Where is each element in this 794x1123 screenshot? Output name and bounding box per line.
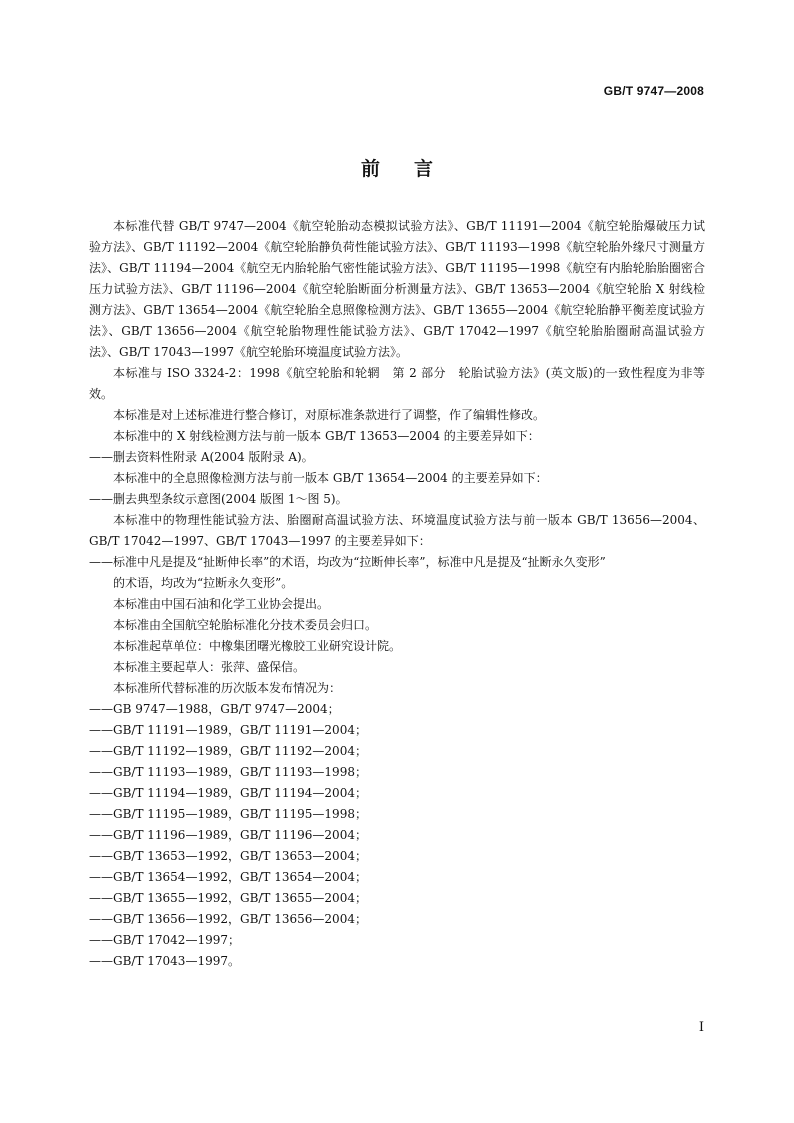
history-item: ——GB/T 13656—1992，GB/T 13656—2004； <box>89 912 367 926</box>
history-item: ——GB/T 11196—1989，GB/T 11196—2004； <box>89 828 367 842</box>
paragraph-replaced-standards: 本标准代替 GB/T 9747—2004《航空轮胎动态模拟试验方法》、GB/T 11191—2004《航空轮胎爆破压力试验方法》、GB/T 11192—2004《航空轮胎静负荷性能试验方法》、GB/T 11193—1998《航空轮胎外缘尺寸测量方法》、GB/T 11194—2004《航空无内胎轮胎气密性能试验方法》、GB/T 11195—1998《航空有内胎轮胎胎圈密合压力试验方法》、GB/T 11196—2004《航空轮胎断面分析测量方法》、GB/T 13653—2004《航空轮胎 X 射线检测方法》、GB/T 13654—2004《航空轮胎全息照像检测方法》、GB/T 13655—2004《航空轮胎静平衡差度试验方法》、GB/T 13656—2004《航空轮胎物理性能试验方法》、GB/T 17042—1997《航空轮胎胎圈耐高温试验方法》、GB/T 17043—1997《航空轮胎环境温度试验方法》。 <box>89 219 705 359</box>
paragraph-iso-consistency: 本标准与 ISO 3324-2：1998《航空轮胎和轮辋 第 2 部分 轮胎试验方法》(英文版)的一致性程度为非等效。 <box>89 366 705 401</box>
paragraph-centralized-by: 本标准由全国航空轮胎标准化分技术委员会归口。 <box>113 618 378 632</box>
history-item: ——GB/T 13655—1992，GB/T 13655—2004； <box>89 891 367 905</box>
standard-number: GB/T 9747—2008 <box>603 84 704 98</box>
paragraph-physical-differences: 本标准中的物理性能试验方法、胎圈耐高温试验方法、环境温度试验方法与前一版本 GB/T 13656—2004、GB/T 17042—1997、GB/T 17043—1997 的主要差异如下： <box>89 513 705 548</box>
page-title: 前言 <box>360 158 467 180</box>
paragraph-drafters: 本标准主要起草人：张萍、盛保信。 <box>113 660 306 674</box>
paragraph-drafting-unit: 本标准起草单位：中橡集团曙光橡胶工业研究设计院。 <box>113 639 402 653</box>
terminology-change-line-1: ——标准中凡是提及“扯断伸长率”的术语，均改为“拉断伸长率”，标准中凡是提及“扯断永久变形” <box>89 555 606 569</box>
history-item: ——GB/T 11193—1989，GB/T 11193—1998； <box>89 765 367 779</box>
paragraph-history-intro: 本标准所代替标准的历次版本发布情况为： <box>113 681 342 695</box>
history-item: ——GB/T 17042—1997； <box>89 933 240 947</box>
history-item: ——GB/T 11195—1989，GB/T 11195—1998； <box>89 807 367 821</box>
history-item: ——GB 9747—1988，GB/T 9747—2004； <box>89 702 340 716</box>
paragraph-xray-differences: 本标准中的 X 射线检测方法与前一版本 GB/T 13653—2004 的主要差异如下： <box>113 429 540 443</box>
foreword-body <box>89 216 705 972</box>
history-item: ——GB/T 11192—1989，GB/T 11192—2004； <box>89 744 367 758</box>
list-item-terminology-change <box>89 552 705 594</box>
history-item: ——GB/T 11191—1989，GB/T 11191—2004； <box>89 723 367 737</box>
history-item: ——GB/T 11194—1989，GB/T 11194—2004； <box>89 786 367 800</box>
paragraph-holography-differences: 本标准中的全息照像检测方法与前一版本 GB/T 13654—2004 的主要差异如下： <box>113 471 548 485</box>
terminology-change-line-2: 的术语，均改为“拉断永久变形”。 <box>113 576 294 590</box>
paragraph-proposed-by: 本标准由中国石油和化学工业协会提出。 <box>113 597 330 611</box>
history-item: ——GB/T 17043—1997。 <box>89 954 240 968</box>
list-item-xray-change: ——删去资料性附录 A(2004 版附录 A)。 <box>89 450 314 464</box>
paragraph-integration: 本标准是对上述标准进行整合修订，对原标准条款进行了调整，作了编辑性修改。 <box>113 408 546 422</box>
list-item-holography-change: ——删去典型条纹示意图(2004 版图 1～图 5)。 <box>89 492 348 506</box>
page-number: I <box>698 1020 704 1035</box>
history-item: ——GB/T 13653—1992，GB/T 13653—2004； <box>89 849 367 863</box>
history-item: ——GB/T 13654—1992，GB/T 13654—2004； <box>89 870 367 884</box>
